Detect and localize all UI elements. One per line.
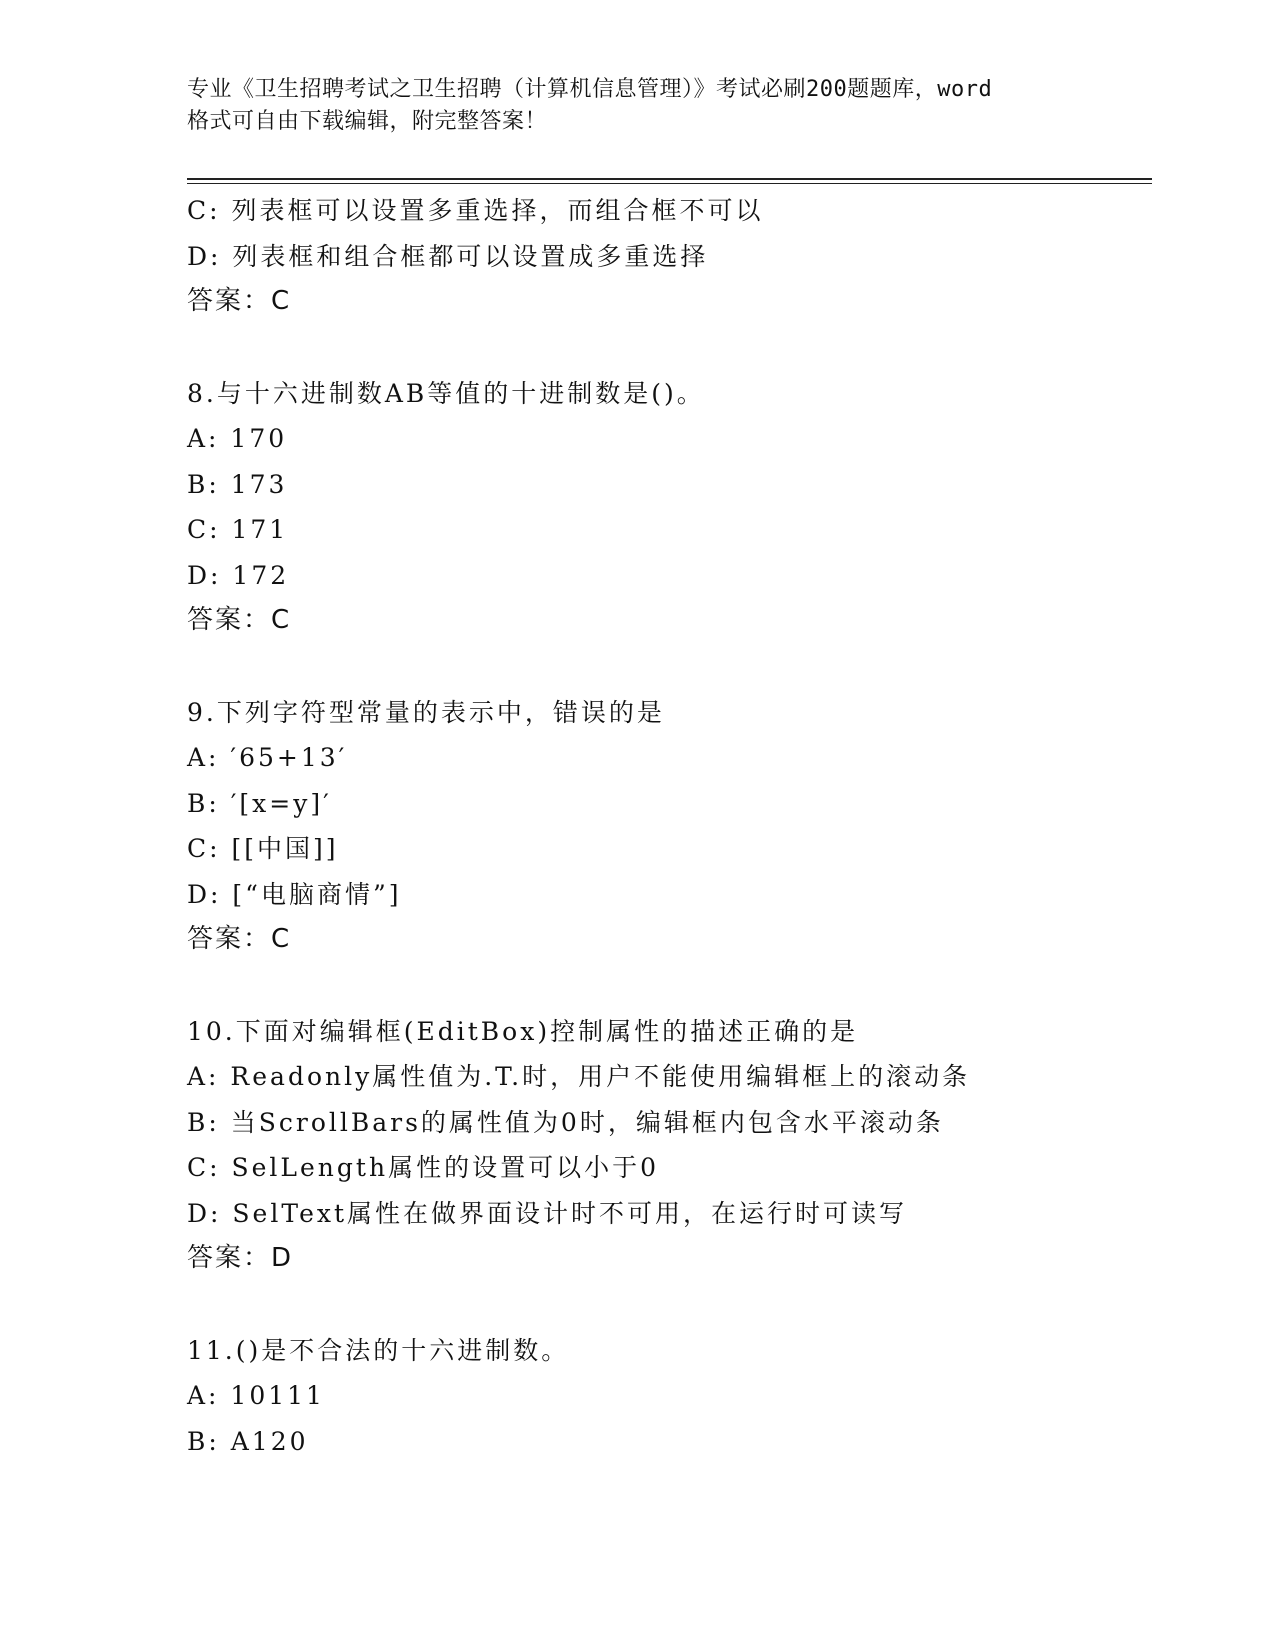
option-c: C: SelLength属性的设置可以小于0 — [187, 1153, 659, 1182]
option-a: A: ′65+13′ — [187, 743, 348, 772]
question-list — [187, 188, 1152, 1464]
answer-line: 答案：C — [187, 286, 292, 316]
option-a: A: 10111 — [187, 1381, 325, 1410]
option-b: B: 当ScrollBars的属性值为0时，编辑框内包含水平滚动条 — [187, 1107, 944, 1137]
answer-line: 答案：C — [187, 924, 292, 954]
answer-line: 答案：D — [187, 1243, 294, 1273]
option-a: A: Readonly属性值为.T.时，用户不能使用编辑框上的滚动条 — [187, 1062, 971, 1091]
option-d: D: SelText属性在做界面设计时不可用，在运行时可读写 — [187, 1198, 908, 1228]
header-line-2: 格式可自由下载编辑，附完整答案！ — [187, 109, 548, 134]
header-divider-thick — [187, 178, 1152, 180]
question-block — [187, 1328, 1152, 1465]
option-a: A: 170 — [187, 424, 288, 453]
option-c: C: 列表框可以设置多重选择，而组合框不可以 — [187, 196, 764, 225]
option-b: B: A120 — [187, 1426, 309, 1456]
header-divider-thin — [187, 183, 1152, 184]
question-title: 10.下面对编辑框(EditBox)控制属性的描述正确的是 — [187, 1016, 859, 1046]
question-title: 11.()是不合法的十六进制数。 — [187, 1335, 570, 1365]
question-block — [187, 1009, 1152, 1282]
option-d: D: [“电脑商情”] — [187, 879, 402, 909]
option-d: D: 172 — [187, 560, 290, 590]
option-d: D: 列表框和组合框都可以设置成多重选择 — [187, 241, 709, 271]
answer-line: 答案：C — [187, 605, 292, 635]
option-c: C: 171 — [187, 515, 289, 544]
header-line-1: 专业《卫生招聘考试之卫生招聘（计算机信息管理）》考试必刷200题题库，word — [187, 77, 993, 102]
option-b: B: 173 — [187, 469, 288, 499]
option-c: C: [[中国]] — [187, 834, 339, 863]
question-block — [187, 690, 1152, 963]
question-block — [187, 371, 1152, 644]
question-title: 9.下列字符型常量的表示中，错误的是 — [187, 697, 665, 727]
document-header — [187, 74, 1087, 138]
option-b: B: ′[x=y]′ — [187, 788, 332, 818]
question-block — [187, 188, 1152, 325]
question-title: 8.与十六进制数AB等值的十进制数是()。 — [187, 378, 705, 408]
